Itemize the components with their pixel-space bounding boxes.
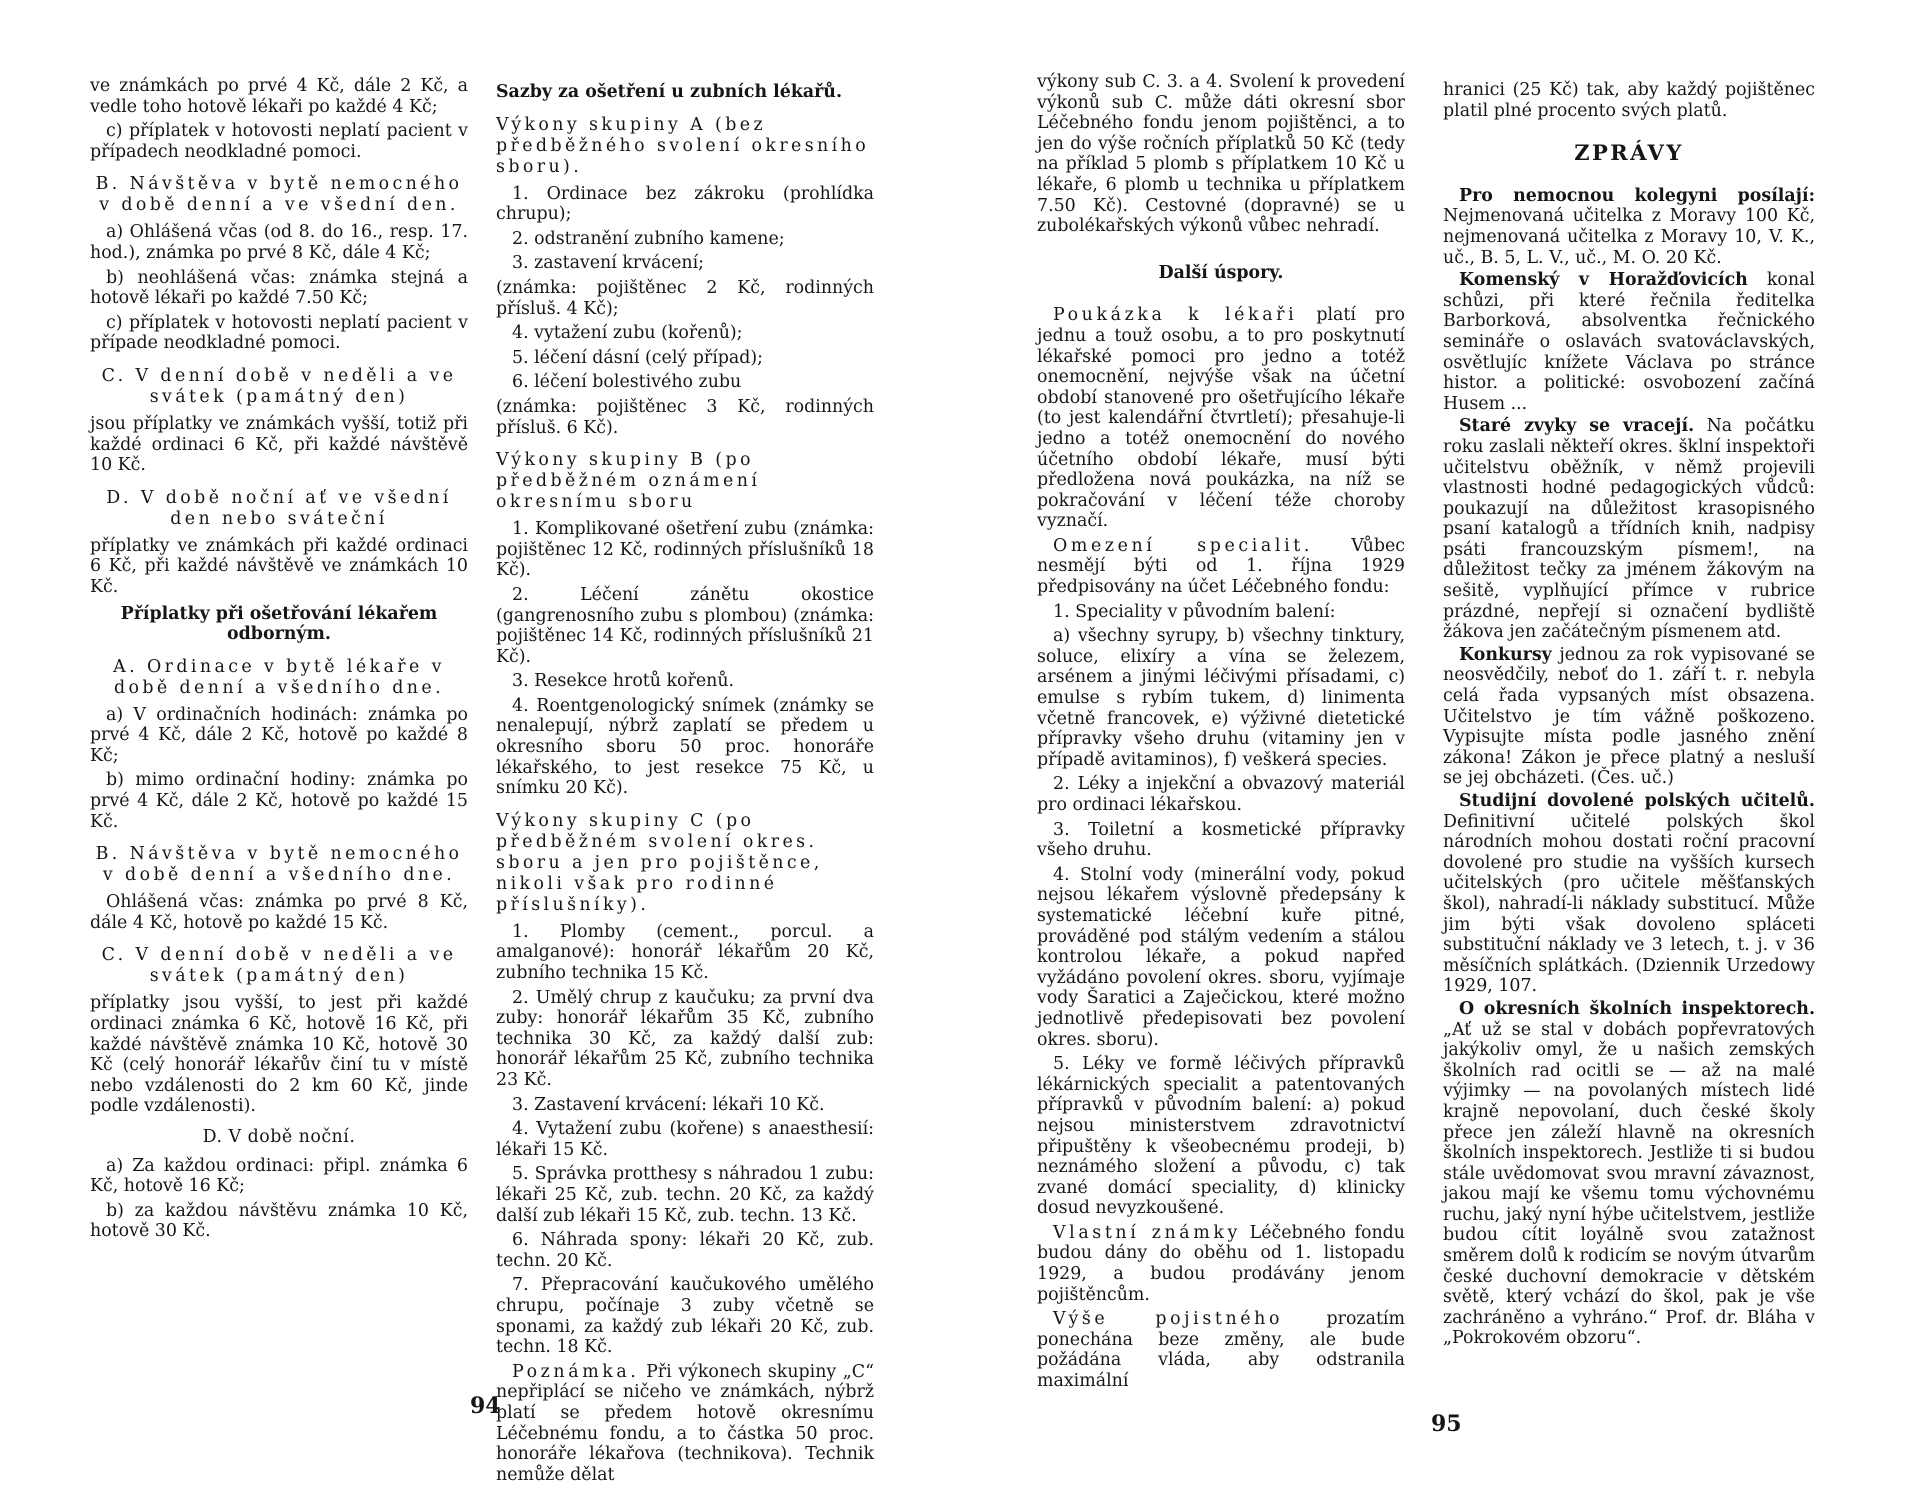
news-item-title: Konkursy [1459, 644, 1552, 665]
paragraph: b) neohlášená včas: známka stejná a hotově lékaři po každé 7.50 Kč; [90, 267, 468, 309]
news-item [1443, 416, 1815, 643]
paragraph: 5. Správka protthesy s náhradou 1 zubu: lékaři 25 Kč, zub. techn. 20 Kč, za každý další zub lékaři 15 Kč, zub. techn. 13 Kč. [496, 1164, 874, 1226]
paragraph: výkony sub C. 3. a 4. Svolení k provedení výkonů sub C. může dáti okresní sbor Léčebného fondu jenom pojištěnci, a to jen do výše ročních příplatků 50 Kč (tedy na příklad 5 plomb s příplatkem 10 Kč u lékaře, 6 plomb u technika u příplatkem 7.50 Kč). Cestovné (dopravné) se u zubolékařských výkonů vůbec nehradí. [1037, 72, 1405, 237]
paragraph: 3. Toiletní a kosmetické přípravky všeho druhu. [1037, 819, 1405, 861]
news-section-heading: ZPRÁVY [1574, 140, 1684, 166]
paragraph: 1. Speciality v původním balení: [1053, 601, 1336, 622]
news-item-text: jednou za rok vypisované se neosvědčily, neboť do 1. září t. r. nebyla celá řada vypsaných míst obsazena. Učitelstvo je tím vážně poškozeno. Vypisujte místa podle jasného znění zákona! Zákon je přece platný a nesluší se jej obcházeti. (Čes. uč.) [1443, 644, 1815, 789]
news-item [1443, 270, 1815, 414]
article-heading: Další úspory. [1158, 262, 1284, 283]
paragraph: příplatky ve známkách při každé ordinaci 6 Kč, při každé návštěvě ve známkách 10 Kč. [90, 535, 468, 597]
paragraph: 5. léčení dásní (celý případ); [512, 347, 764, 368]
right-page-column-2 [1443, 80, 1815, 1415]
section-heading: B. Návštěva v bytě nemocného v době denní a ve všední den. [95, 174, 463, 216]
paragraph: hranici (25 Kč) tak, aby každý pojištěnec platil plné procento svých platů. [1443, 80, 1815, 121]
news-item [1443, 999, 1815, 1349]
paragraph [1037, 1309, 1405, 1391]
news-item [1443, 791, 1815, 997]
news-item-title: Staré zvyky se vracejí. [1459, 416, 1695, 437]
paragraph: 6. Náhrada spony: lékaři 20 Kč, zub. techn. 20 Kč. [496, 1230, 874, 1271]
paragraph: 3. Resekce hrotů kořenů. [512, 671, 735, 692]
paragraph: 4. Roentgenologický snímek (známky se nenalepují, nýbrž zaplatí se předem u okresního sboru 50 proc. honoráře lékařského, to jest resekce 75 Kč, u snímku 20 Kč). [496, 695, 874, 799]
paragraph-text: platí pro jednu a touž osobu, a to pro poskytnutí lékařské pomoci pro jedno a totéž onemocnění, nejvýše však na účetní období stanovené pro ošetřujícího lékaře (to jest kalendářní čtvrtletí); přesahuje-li jedno a totéž onemocnění do nového účetního období lékaře, musí býti předložena nová poukázka, na níž se pokračování v léčení téže choroby vyznačí. [1037, 305, 1405, 532]
paragraph: b) mimo ordinační hodiny: známka po prvé 4 Kč, dále 2 Kč, hotově po každé 15 Kč. [90, 770, 468, 832]
paragraph: 5. Léky ve formě léčivých přípravků lékárnických specialit a patentovaných přípravků v původním balení: a) pokud nejsou ministerstvem zdravotnictví připuštěny k všeobecnému prodeji, b) neznámého složení a původu, c) tak zvané domácí speciality, d) klinicky dosud nevyzkoušené. [1037, 1054, 1405, 1219]
section-heading: D. V době noční. [202, 1127, 356, 1147]
paragraph-text: Vůbec nesmějí býti od 1. října 1929 předpisovány na účet Léčebného fondu: [1037, 535, 1405, 598]
news-item [1443, 186, 1815, 268]
left-page-column-2 [496, 76, 875, 1485]
page-number: 95 [1431, 1411, 1462, 1437]
paragraph: 4. Stolní vody (minerální vody, pokud nejsou lékařem výslovně předepsány k systematické léčební kuře pitné, prováděné pod stálým vedením a stálou kontrolou lékaře, a pokud napřed vyžádáno povolení okres. sboru, vyjímaje vody Šaratici a Zaječickou, které možno jednotlivě předepisovati bez povolení okres. sboru). [1037, 864, 1405, 1050]
left-page-column-1 [90, 76, 468, 1291]
paragraph [1037, 536, 1405, 598]
section-heading: Výkony skupiny A (bez předběžného svolení okresního sboru). [496, 114, 870, 177]
news-item [1443, 645, 1815, 789]
paragraph: c) příplatek v hotovosti neplatí pacient v případech neodkladné pomoci. [90, 121, 468, 162]
news-item-text: Na počátku roku zaslali někteří okres. šklní inspektoři učitelstvu oběžník, v němž projevili vlastnosti hodné pedagogických vůdců: poukazují na důležitost krasopisného psaní katalogů a třídních knih, nadpisy psáti francouzským písmem!, na důležitost tečky za jménem žákovým na sešitě, vyplňující přímce v rubrice prázdné, nepřejí si označení bydliště žákova jen začátečným písmenem atd. [1443, 416, 1815, 643]
paragraph-text: Léčebného fondu budou dány do oběhu od 1. listopadu 1929, a budou prodávány jenom pojištěncům. [1037, 1222, 1405, 1305]
news-item-text: konal schůzi, při které řečnila ředitelka Barborková, absolventka řečnického semináře o oslavách svatováclavských, osvětlujíc knížete Václava po stránce histor. a politické: osvobození začíná Husem ... [1443, 270, 1815, 414]
news-item-title: Studijní dovolené polských učitelů. [1459, 791, 1815, 811]
news-item-title: Komenský v Horažďovicích [1459, 270, 1748, 291]
news-item-text: „Ať už se stal v dobách popřevratových jakýkoliv omyl, že u našich zemských školních rad ocitli se — až na malé výjimky — na povolaných místech lidé krajně nepovolaní, duch české školy přece jen záleží hlavně na okresních školních inspektorech. Jestliže ti si budou stále uvědomovat svou mravní závaznost, jakou mají ke všemu tomu výchovnému ruchu, jaký nyní hýbe učitelstvem, jestliže budou cítit loyálně svou zatažnost směrem dolů k rodicím se novým útvarům české duchovní demokracie v dětském světě, který vchází do škol, pak je vše zachráněno a vyhráno.“ Prof. dr. Bláha v „Pokrokovém obzoru“. [1443, 1019, 1815, 1349]
lead-label: Poukázka k lékaři [1053, 305, 1298, 326]
section-heading: A. Ordinace v bytě lékaře v době denní a všedního dne. [113, 656, 445, 698]
page-number: 94 [470, 1393, 501, 1419]
lead-label: Výše pojistného [1053, 1309, 1284, 1330]
paragraph: 1. Ordinace bez zákroku (prohlídka chrupu); [496, 183, 874, 225]
paragraph: (známka: pojištěnec 3 Kč, rodinných přísluš. 6 Kč). [496, 396, 874, 438]
section-heading: C. V denní době v neděli a ve svátek (památný den) [101, 365, 457, 407]
paragraph: 3. zastavení krvácení; [512, 253, 705, 274]
section-heading: D. V době noční ať ve všední den nebo sváteční [106, 487, 452, 529]
paragraph [1037, 1223, 1405, 1305]
news-item-title: Pro nemocnou kolegyni posílají: [1459, 185, 1815, 206]
paragraph [496, 1362, 874, 1486]
right-page [953, 0, 1906, 1500]
paragraph: a) V ordinačních hodinách: známka po prvé 4 Kč, dále 2 Kč, hotově po každé 8 Kč; [90, 704, 468, 766]
paragraph: jsou příplatky ve známkách vyšší, totiž při každé ordinaci 6 Kč, při každé návštěvě 10 Kč. [90, 413, 468, 476]
news-item-title: O okresních školních inspektorech. [1459, 998, 1815, 1019]
paragraph: příplatky jsou vyšší, to jest při každé ordinaci známka 6 Kč, hotově 16 Kč, při každé návštěvě známka 10 Kč, hotově 30 Kč (celý honorář lékařův činí tu v místě nebo vzdálenosti do 2 km 60 Kč, jinde podle vzdálenosti). [90, 993, 468, 1117]
subsection-heading: Příplatky při ošetřování lékařem odborným. [120, 603, 438, 645]
section-heading: Výkony skupiny B (po předběžném oznámení okresnímu sboru [496, 450, 761, 513]
article-heading: Sazby za ošetření u zubních lékařů. [496, 82, 843, 102]
paragraph: a) Za každou ordinaci: připl. známka 6 Kč, hotově 16 Kč; [90, 1155, 468, 1197]
paragraph: ve známkách po prvé 4 Kč, dále 2 Kč, a vedle toho hotově lékaři po každé 4 Kč; [90, 76, 468, 117]
section-heading: B. Návštěva v bytě nemocného v době denní a všedního dne. [95, 844, 463, 886]
paragraph: 3. Zastavení krvácení: lékaři 10 Kč. [512, 1094, 825, 1115]
paragraph: 2. Léky a injekční a obvazový materiál pro ordinaci lékařskou. [1037, 774, 1405, 815]
section-heading: Výkony skupiny C (po předběžném svolení okres. sboru a jen pro pojištěnce, nikoli však pro rodinné příslušníky). [496, 810, 823, 915]
lead-label: Omezení specialit. [1053, 535, 1313, 556]
paragraph: (známka: pojištěnec 2 Kč, rodinných přísluš. 4 Kč); [496, 277, 874, 319]
paragraph: 4. vytažení zubu (kořenů); [512, 323, 743, 344]
note-text: Při výkonech skupiny „C“ nepřiplácí se ničeho ve známkách, nýbrž platí se předem hotově okresnímu Léčebnému fondu, a to částka 50 proc. honoráře lékařova (technikova). Technik nemůže dělat [496, 1361, 875, 1485]
paragraph: 2. Léčení zánětu okostice (gangrenosního zubu s plombou) (známka: pojištěnec 14 Kč, rodinných příslušníků 21 Kč). [496, 584, 874, 667]
news-item-text: Nejmenovaná učitelka z Moravy 100 Kč, nejmenovaná učitelka z Moravy 10, V. K., uč., B. 5, L. V., uč., M. O. 20 Kč. [1443, 206, 1815, 268]
section-heading: C. V denní době v neděli a ve svátek (památný den) [101, 945, 457, 987]
paragraph: c) příplatek v hotovosti neplatí pacient v případe neodkladné pomoci. [90, 312, 468, 354]
paragraph: 7. Přepracování kaučukového umělého chrupu, počínaje 3 zuby včetně se sponami, za každý zub lékaři 20 Kč, zub. techn. 18 Kč. [496, 1275, 874, 1358]
paragraph: a) Ohlášená včas (od 8. do 16., resp. 17. hod.), známka po prvé 8 Kč, dále 4 Kč; [90, 222, 468, 263]
lead-label: Vlastní známky [1053, 1222, 1241, 1243]
paragraph: 6. léčení bolestivého zubu [512, 372, 742, 393]
right-page-column-1 [1037, 72, 1405, 1407]
paragraph: 4. Vytažení zubu (kořene) s anaesthesií: lékaři 15 Kč. [496, 1119, 874, 1160]
paragraph: 2. Umělý chrup z kaučuku; za první dva zuby: honorář lékařům 35 Kč, zubního technika 30 Kč, za každý další zub: honorář lékařům 25 Kč, zubního technika 23 Kč. [496, 987, 874, 1090]
paragraph: b) za každou návštěvu známka 10 Kč, hotově 30 Kč. [90, 1200, 468, 1242]
paragraph-text: prozatím ponechána beze změny, ale bude požádána vláda, aby odstranila maximální [1037, 1309, 1405, 1392]
paragraph: a) všechny syrupy, b) všechny tinktury, soluce, elixíry a vína se železem, arsénem a jinými léčivými přísadami, c) emulse s rybím tukem, d) linimenta včetně francovek, e) výživné dietetické přípravky všeho druhu (vitaminy jen v případě avitaminos), f) veškerá species. [1037, 626, 1405, 770]
paragraph: 2. odstranění zubního kamene; [512, 228, 785, 249]
paragraph: 1. Komplikované ošetření zubu (známka: pojištěnec 12 Kč, rodinných příslušníků 18 Kč). [496, 519, 874, 581]
paragraph: 1. Plomby (cement., porcul. a amalganové): honorář lékařům 20 Kč, zubního technika 15 Kč. [496, 921, 874, 984]
paragraph [1037, 305, 1405, 532]
news-item-text: Definitivní učitelé polských škol národních mohou dostati roční pracovní dovolené pro studie na vyšších kursech učitelských (pro učitele měšťanských škol), nahradí-li náklady substitucí. Může jim býti však dovoleno spláceti substituční náklady ve 3 letech, t. j. v 36 měsíčních splátkách. (Dziennik Urzedowy 1929, 107. [1443, 811, 1815, 997]
note-label: Poznámka. [512, 1361, 640, 1382]
paragraph: Ohlášená včas: známka po prvé 8 Kč, dále 4 Kč, hotově po každé 15 Kč. [90, 892, 468, 933]
